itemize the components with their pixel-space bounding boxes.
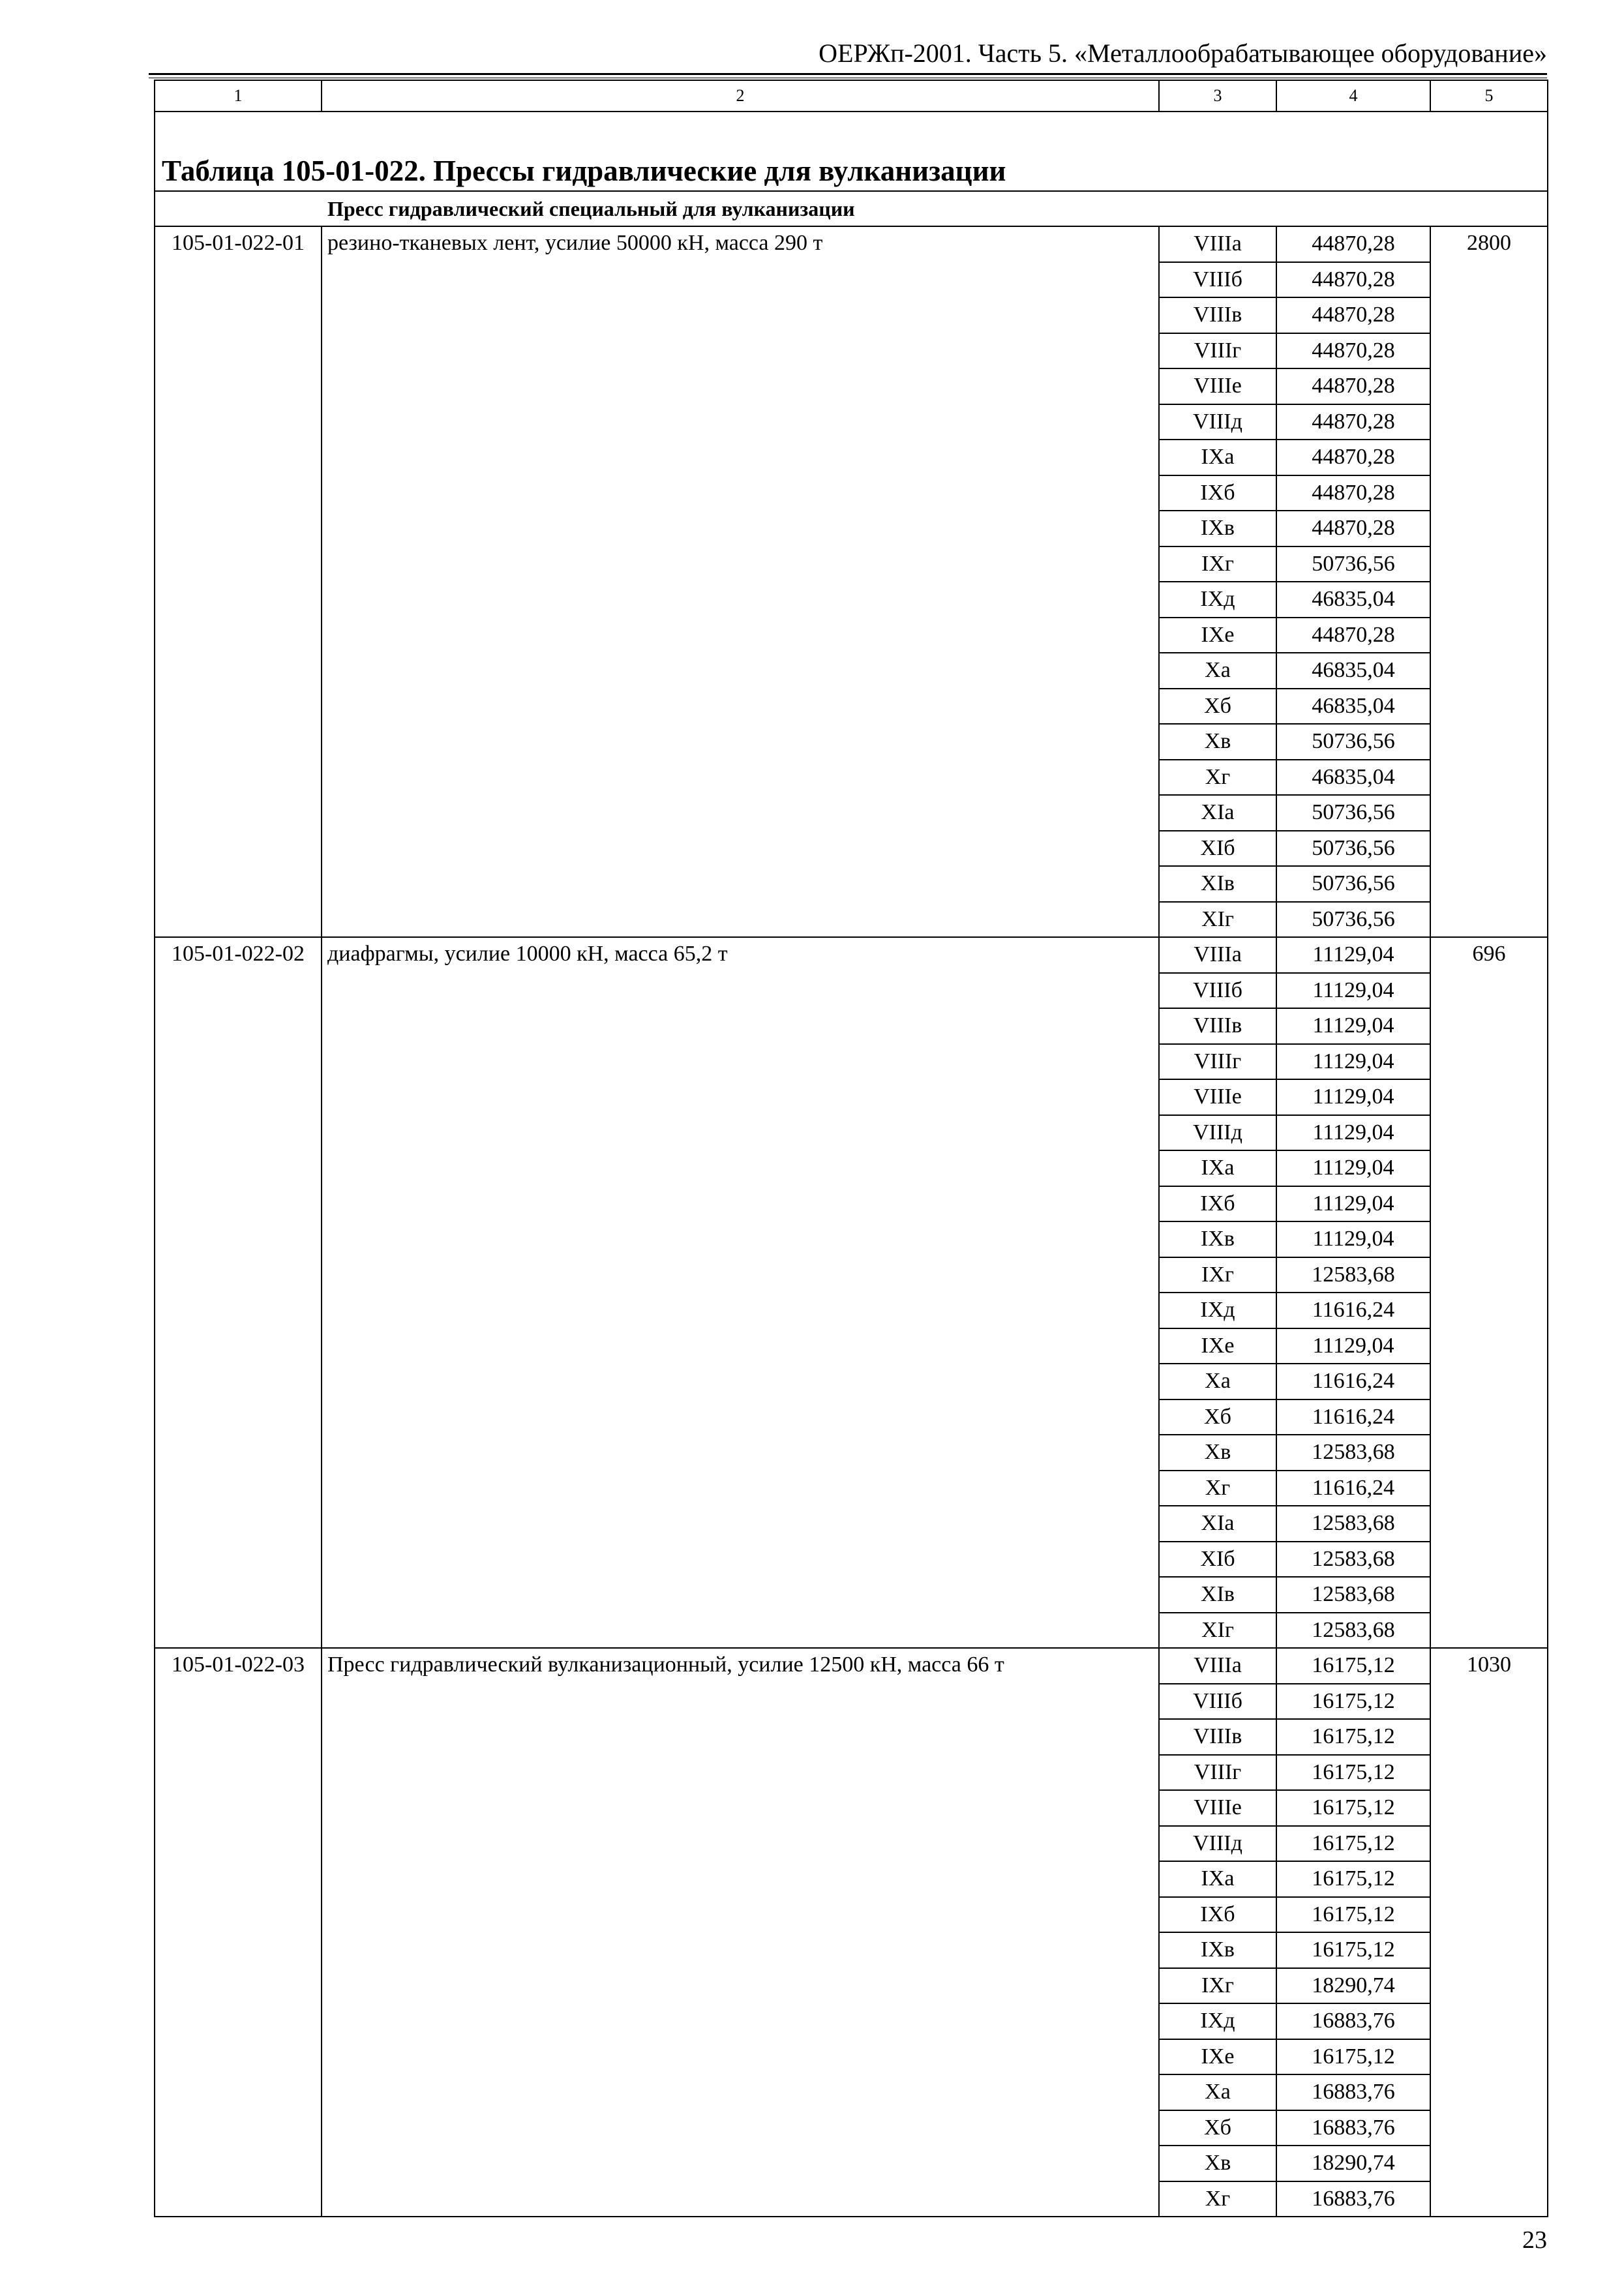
price-cell: 50736,56 — [1276, 866, 1430, 902]
price-cell: 16883,76 — [1276, 2074, 1430, 2110]
zone-cell: VIIIа — [1159, 1648, 1276, 1684]
table-body — [155, 80, 1548, 2217]
price-cell: 44870,28 — [1276, 262, 1430, 298]
page-number: 23 — [1522, 2226, 1547, 2254]
price-cell: 12583,68 — [1276, 1613, 1430, 1649]
price-cell: 11616,24 — [1276, 1399, 1430, 1435]
zone-cell: XIв — [1159, 1577, 1276, 1613]
zone-cell: IXг — [1159, 1968, 1276, 2004]
price-cell: 16175,12 — [1276, 1826, 1430, 1862]
zone-cell: VIIIд — [1159, 1115, 1276, 1151]
price-cell: 12583,68 — [1276, 1435, 1430, 1471]
zone-cell: Xа — [1159, 1364, 1276, 1399]
zone-cell: XIа — [1159, 795, 1276, 831]
item-rate: 696 — [1430, 937, 1548, 1648]
item-code: 105-01-022-01 — [155, 226, 322, 937]
price-cell: 50736,56 — [1276, 795, 1430, 831]
price-cell: 11129,04 — [1276, 1115, 1430, 1151]
running-title: ОЕРЖп-2001. Часть 5. «Металлообрабатывающее оборудование» — [819, 38, 1547, 68]
zone-cell: IXв — [1159, 511, 1276, 546]
zone-cell: VIIIд — [1159, 1826, 1276, 1862]
item-code: 105-01-022-03 — [155, 1648, 322, 2217]
price-cell: 11129,04 — [1276, 1150, 1430, 1186]
column-number: 4 — [1276, 80, 1430, 112]
price-cell: 44870,28 — [1276, 404, 1430, 440]
zone-cell: VIIIв — [1159, 1719, 1276, 1755]
price-cell: 18290,74 — [1276, 1968, 1430, 2004]
zone-cell: Xг — [1159, 2181, 1276, 2217]
zone-cell: IXг — [1159, 546, 1276, 582]
zone-cell: Xб — [1159, 2110, 1276, 2146]
price-cell: 11129,04 — [1276, 937, 1430, 973]
table-row — [155, 1648, 1548, 1684]
header-rule-thick — [149, 73, 1547, 75]
zone-cell: IXв — [1159, 1932, 1276, 1968]
zone-cell: IXв — [1159, 1221, 1276, 1257]
price-cell: 11129,04 — [1276, 1079, 1430, 1115]
price-cell: 44870,28 — [1276, 475, 1430, 511]
price-cell: 11129,04 — [1276, 1008, 1430, 1044]
price-cell: 50736,56 — [1276, 902, 1430, 938]
price-cell: 12583,68 — [1276, 1257, 1430, 1293]
price-cell: 16175,12 — [1276, 1861, 1430, 1897]
zone-cell: XIб — [1159, 831, 1276, 867]
price-cell: 44870,28 — [1276, 511, 1430, 546]
zone-cell: XIа — [1159, 1506, 1276, 1542]
zone-cell: IXе — [1159, 1328, 1276, 1364]
price-cell: 11129,04 — [1276, 973, 1430, 1009]
price-cell: 11129,04 — [1276, 1186, 1430, 1222]
group-title-row — [155, 191, 1548, 226]
zone-cell: Xв — [1159, 2146, 1276, 2181]
price-cell: 11129,04 — [1276, 1328, 1430, 1364]
zone-cell: VIIIе — [1159, 1790, 1276, 1826]
zone-cell: XIг — [1159, 902, 1276, 938]
price-cell: 44870,28 — [1276, 368, 1430, 404]
zone-cell: IXб — [1159, 1897, 1276, 1933]
price-cell: 16883,76 — [1276, 2181, 1430, 2217]
price-cell: 50736,56 — [1276, 546, 1430, 582]
zone-cell: VIIIд — [1159, 404, 1276, 440]
zone-cell: IXб — [1159, 475, 1276, 511]
zone-cell: Xв — [1159, 724, 1276, 760]
zone-cell: XIв — [1159, 866, 1276, 902]
zone-cell: IXе — [1159, 618, 1276, 653]
zone-cell: Xв — [1159, 1435, 1276, 1471]
price-cell: 11616,24 — [1276, 1293, 1430, 1328]
column-number: 5 — [1430, 80, 1548, 112]
price-cell: 16883,76 — [1276, 2110, 1430, 2146]
zone-cell: IXа — [1159, 1150, 1276, 1186]
price-cell: 44870,28 — [1276, 618, 1430, 653]
table-title-row — [155, 112, 1548, 191]
zone-cell: Xб — [1159, 1399, 1276, 1435]
item-description: Пресс гидравлический вулканизационный, усилие 12500 кН, масса 66 т — [322, 1648, 1159, 2217]
zone-cell: VIIIг — [1159, 1755, 1276, 1791]
zone-cell: XIг — [1159, 1613, 1276, 1649]
item-description: резино-тканевых лент, усилие 50000 кН, масса 290 т — [322, 226, 1159, 937]
zone-cell: VIIIа — [1159, 937, 1276, 973]
price-cell: 50736,56 — [1276, 724, 1430, 760]
zone-cell: VIIIе — [1159, 1079, 1276, 1115]
price-cell: 16175,12 — [1276, 1719, 1430, 1755]
table-title: Таблица 105-01-022. Прессы гидравлические для вулканизации — [162, 155, 1006, 187]
price-cell: 16175,12 — [1276, 1790, 1430, 1826]
column-number-row — [155, 80, 1548, 112]
price-cell: 44870,28 — [1276, 226, 1430, 262]
zone-cell: IXд — [1159, 582, 1276, 618]
price-cell: 44870,28 — [1276, 440, 1430, 475]
zone-cell: IXд — [1159, 2003, 1276, 2039]
zone-cell: IXа — [1159, 440, 1276, 475]
price-cell: 50736,56 — [1276, 831, 1430, 867]
table-title-cell — [155, 112, 1548, 191]
zone-cell: Xг — [1159, 760, 1276, 796]
price-cell: 16175,12 — [1276, 1648, 1430, 1684]
zone-cell: Xг — [1159, 1471, 1276, 1506]
price-cell: 18290,74 — [1276, 2146, 1430, 2181]
table-row — [155, 226, 1548, 262]
price-cell: 16175,12 — [1276, 1932, 1430, 1968]
price-cell: 16175,12 — [1276, 1897, 1430, 1933]
zone-cell: VIIIг — [1159, 1044, 1276, 1080]
price-cell: 16175,12 — [1276, 2039, 1430, 2075]
zone-cell: VIIIб — [1159, 262, 1276, 298]
price-cell: 46835,04 — [1276, 653, 1430, 689]
price-cell: 16883,76 — [1276, 2003, 1430, 2039]
item-code: 105-01-022-02 — [155, 937, 322, 1648]
price-cell: 12583,68 — [1276, 1506, 1430, 1542]
rates-table — [154, 80, 1548, 2217]
price-cell: 46835,04 — [1276, 582, 1430, 618]
item-rate: 1030 — [1430, 1648, 1548, 2217]
price-cell: 44870,28 — [1276, 333, 1430, 369]
zone-cell: XIб — [1159, 1542, 1276, 1578]
table-row — [155, 937, 1548, 973]
price-cell: 44870,28 — [1276, 297, 1430, 333]
group-title: Пресс гидравлический специальный для вулканизации — [155, 191, 1548, 226]
price-cell: 16175,12 — [1276, 1684, 1430, 1720]
price-cell: 11129,04 — [1276, 1044, 1430, 1080]
price-cell: 46835,04 — [1276, 760, 1430, 796]
price-cell: 11616,24 — [1276, 1471, 1430, 1506]
zone-cell: VIIIб — [1159, 1684, 1276, 1720]
zone-cell: IXе — [1159, 2039, 1276, 2075]
price-cell: 12583,68 — [1276, 1542, 1430, 1578]
column-number: 1 — [155, 80, 322, 112]
price-cell: 11129,04 — [1276, 1221, 1430, 1257]
zone-cell: VIIIв — [1159, 1008, 1276, 1044]
zone-cell: IXб — [1159, 1186, 1276, 1222]
zone-cell: IXа — [1159, 1861, 1276, 1897]
column-number: 2 — [322, 80, 1159, 112]
zone-cell: VIIIа — [1159, 226, 1276, 262]
zone-cell: VIIIг — [1159, 333, 1276, 369]
item-description: диафрагмы, усилие 10000 кН, масса 65,2 т — [322, 937, 1159, 1648]
zone-cell: VIIIб — [1159, 973, 1276, 1009]
zone-cell: Xб — [1159, 689, 1276, 725]
zone-cell: Xа — [1159, 653, 1276, 689]
price-cell: 12583,68 — [1276, 1577, 1430, 1613]
price-cell: 46835,04 — [1276, 689, 1430, 725]
price-cell: 16175,12 — [1276, 1755, 1430, 1791]
zone-cell: VIIIв — [1159, 297, 1276, 333]
zone-cell: IXд — [1159, 1293, 1276, 1328]
zone-cell: Xа — [1159, 2074, 1276, 2110]
item-rate: 2800 — [1430, 226, 1548, 937]
price-cell: 11616,24 — [1276, 1364, 1430, 1399]
zone-cell: VIIIе — [1159, 368, 1276, 404]
zone-cell: IXг — [1159, 1257, 1276, 1293]
column-number: 3 — [1159, 80, 1276, 112]
